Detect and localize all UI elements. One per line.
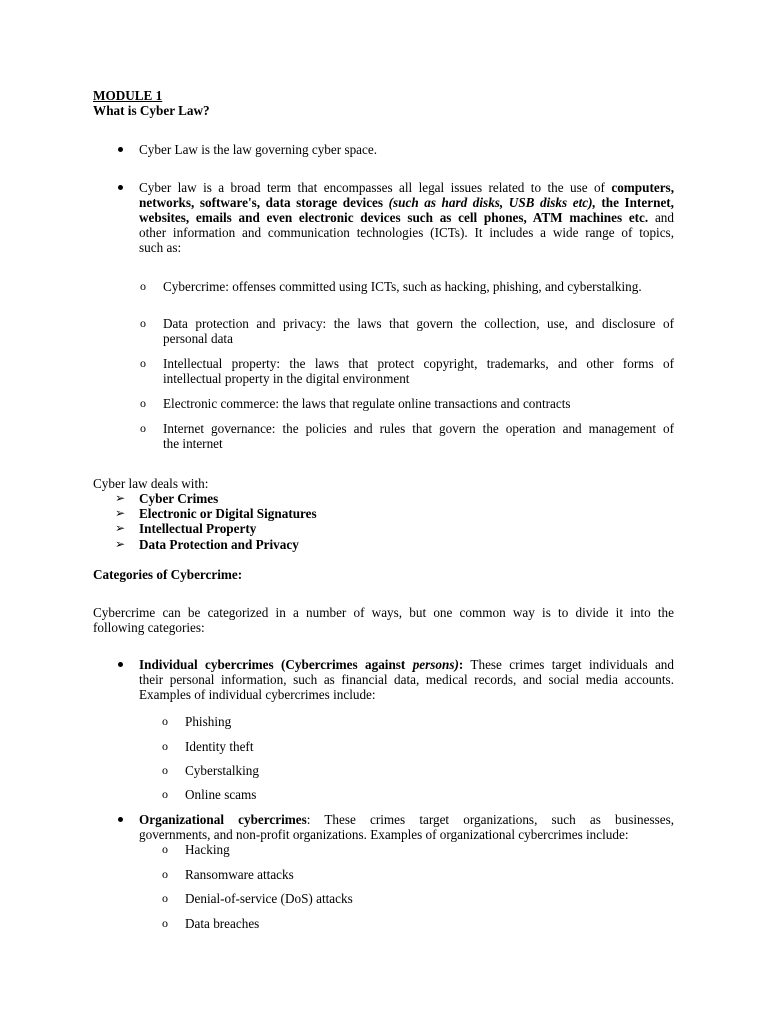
intro-bullet-2 xyxy=(139,180,674,255)
topic-line: personal data xyxy=(163,331,233,346)
sub-bullet-marker: o xyxy=(162,739,168,753)
deals-with-item: Data Protection and Privacy xyxy=(139,537,299,552)
categories-intro-line: Cybercrime can be categorized in a number of ways, but one common way is to divide it into the xyxy=(93,605,674,620)
organizational-example: Denial-of-service (DoS) attacks xyxy=(185,891,353,906)
sub-bullet-marker: o xyxy=(162,916,168,930)
sub-bullet-marker: o xyxy=(162,842,168,856)
deals-with-item: Intellectual Property xyxy=(139,521,257,536)
topic-item xyxy=(163,356,674,386)
arrow-marker: ➢ xyxy=(115,537,126,551)
deals-with-label: Cyber law deals with: xyxy=(93,476,209,491)
bullet-marker xyxy=(118,185,123,190)
individual-line-2: their personal information, such as financial data, medical records, and social media accounts. xyxy=(139,672,674,687)
organizational-example: Hacking xyxy=(185,842,230,857)
sub-bullet-marker: o xyxy=(140,396,146,410)
organizational-example: Ransomware attacks xyxy=(185,867,294,882)
topic-item xyxy=(163,421,674,451)
topic-line: Electronic commerce: the laws that regulate online transactions and contracts xyxy=(163,396,571,411)
categories-heading: Categories of Cybercrime: xyxy=(93,567,243,582)
individual-cybercrimes xyxy=(139,657,674,702)
module-label: MODULE 1 xyxy=(93,88,163,103)
sub-bullet-marker: o xyxy=(162,867,168,881)
organizational-line-2: governments, and non-profit organizations. Examples of organizational cybercrimes include: xyxy=(139,827,629,842)
topic-line: intellectual property in the digital environment xyxy=(163,371,410,386)
sub-bullet-marker: o xyxy=(162,714,168,728)
topic-line: the internet xyxy=(163,436,223,451)
intro-bullet-2-line-1: Cyber law is a broad term that encompasses all legal issues related to the use of computers, xyxy=(139,180,674,195)
categories-intro xyxy=(93,605,674,635)
categories-intro-line: following categories: xyxy=(93,620,205,635)
sub-bullet-marker: o xyxy=(162,891,168,905)
topic-item xyxy=(163,316,674,346)
page-title: What is Cyber Law? xyxy=(93,103,210,118)
bullet-marker xyxy=(118,147,123,152)
arrow-marker: ➢ xyxy=(115,521,126,535)
topic-line: Data protection and privacy: the laws that govern the collection, use, and disclosure of xyxy=(163,316,674,331)
intro-bullet-1: Cyber Law is the law governing cyber space. xyxy=(139,142,378,157)
deals-with-item: Cyber Crimes xyxy=(139,491,219,506)
sub-bullet-marker: o xyxy=(140,316,146,330)
organizational-line-1: Organizational cybercrimes: These crimes target organizations, such as businesses, xyxy=(139,812,674,827)
bullet-marker xyxy=(118,817,123,822)
deals-with-item: Electronic or Digital Signatures xyxy=(139,506,317,521)
individual-example: Online scams xyxy=(185,787,257,802)
sub-bullet-marker: o xyxy=(140,356,146,370)
individual-example: Phishing xyxy=(185,714,232,729)
organizational-example: Data breaches xyxy=(185,916,260,931)
organizational-cybercrimes xyxy=(139,812,674,842)
sub-bullet-marker: o xyxy=(162,787,168,801)
individual-example: Identity theft xyxy=(185,739,254,754)
topic-item xyxy=(163,396,674,411)
sub-bullet-marker: o xyxy=(162,763,168,777)
individual-line-3: Examples of individual cybercrimes include: xyxy=(139,687,376,702)
intro-bullet-2-line-5: such as: xyxy=(139,240,182,255)
topic-line: Cybercrime: offenses committed using ICTs, such as hacking, phishing, and cyberstalking. xyxy=(163,279,642,294)
sub-bullet-marker: o xyxy=(140,421,146,435)
individual-line-1: Individual cybercrimes (Cybercrimes against persons): These crimes target individuals and xyxy=(139,657,674,672)
individual-example: Cyberstalking xyxy=(185,763,259,778)
topic-item xyxy=(163,279,674,294)
topic-line: Intellectual property: the laws that protect copyright, trademarks, and other forms of xyxy=(163,356,674,371)
intro-bullet-2-line-2: networks, software's, data storage devices (such as hard disks, USB disks etc), the Internet, xyxy=(139,195,674,210)
bullet-marker xyxy=(118,662,123,667)
intro-bullet-2-line-4: other information and communication technologies (ICTs). It includes a wide range of topics, xyxy=(139,225,674,240)
intro-bullet-2-line-3: websites, emails and even electronic devices such as cell phones, ATM machines etc. and xyxy=(139,210,674,225)
arrow-marker: ➢ xyxy=(115,491,126,505)
topic-line: Internet governance: the policies and rules that govern the operation and management of xyxy=(163,421,674,436)
arrow-marker: ➢ xyxy=(115,506,126,520)
sub-bullet-marker: o xyxy=(140,279,146,293)
